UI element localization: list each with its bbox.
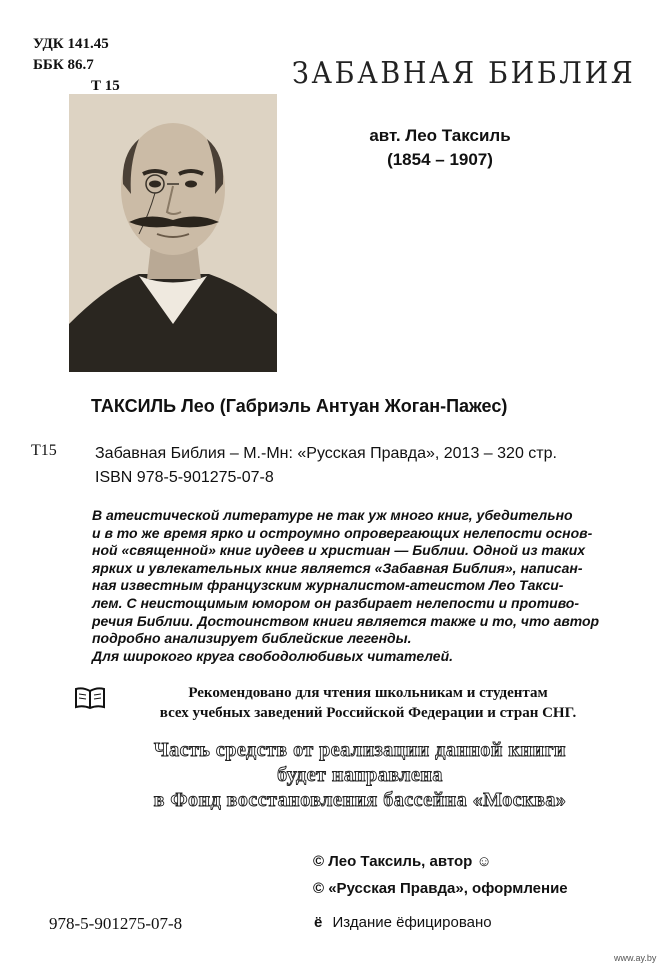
recommendation [118, 683, 618, 723]
bbk-code: ББК 86.7 [33, 57, 94, 73]
bibliographic-record [95, 442, 557, 490]
isbn-bottom: 978-5-901275-07-8 [49, 914, 183, 933]
yo-note-text: Издание ёфицировано [332, 914, 492, 931]
recommend-line-2: всех учебных заведений Российской Федерации и стран СНГ. [159, 705, 577, 721]
annotation-line: ярких и увлекательных книг является «Забавная Библия», написан- [92, 559, 583, 576]
recommend-line-1: Рекомендовано для чтения школьникам и студентам [188, 685, 548, 701]
annotation-line: лем. С неистощимым юмором он разбирает нелепости и противо- [92, 594, 580, 611]
book-title: ЗАБАВНАЯ БИБЛИЯ [292, 56, 636, 91]
author-block [310, 124, 570, 172]
annotation-line: речия Библии. Достоинством книги является также и то, что автор [92, 612, 600, 629]
copyright-design: © «Русская Правда», оформление [313, 880, 568, 897]
t-code: Т 15 [91, 78, 120, 94]
author-years: (1854 – 1907) [387, 150, 493, 169]
annotation-line: Для широкого круга свободолюбивых читателей. [92, 647, 454, 664]
catalog-codes [33, 34, 120, 97]
author-name: авт. Лео Таксиль [369, 126, 511, 145]
annotation-line: ной «священной» книг иудеев и христиан — Библии. Одной из таких [92, 542, 586, 559]
isbn-line: ISBN 978-5-901275-07-8 [95, 469, 274, 486]
fund-line-1: Часть средств от реализации данной книги [153, 739, 567, 761]
copyright-block [313, 848, 568, 902]
author-full-name: ТАКСИЛЬ Лео (Габриэль Антуан Жоган-Пажес) [91, 396, 508, 416]
fund-line-2: будет направлена [277, 764, 443, 786]
book-icon [74, 686, 106, 710]
yo-note [314, 914, 492, 931]
fund-notice [70, 738, 650, 813]
fund-line-3: в Фонд восстановления бассейна «Москва» [153, 789, 567, 811]
annotation-line: подробно анализирует библейские легенды. [92, 630, 412, 647]
annotation [92, 507, 617, 665]
annotation-line: В атеистической литературе не так уж много книг, убедительно [92, 507, 573, 523]
annotation-line: и в то же время ярко и остроумно опровергающих нелепости основ- [92, 524, 593, 541]
yo-icon: ё [314, 914, 323, 931]
watermark: www.ay.by [614, 953, 657, 963]
udk-code: УДК 141.45 [33, 36, 109, 52]
biblio-line: Забавная Библия – М.-Мн: «Русская Правда», 2013 – 320 стр. [95, 445, 557, 462]
catalog-code: Т15 [31, 442, 57, 459]
copyright-author: © Лео Таксиль, автор ☺ [313, 853, 492, 870]
annotation-line: ная известным французским журналистом-атеистом Лео Такси- [92, 577, 564, 594]
author-portrait [69, 94, 277, 372]
